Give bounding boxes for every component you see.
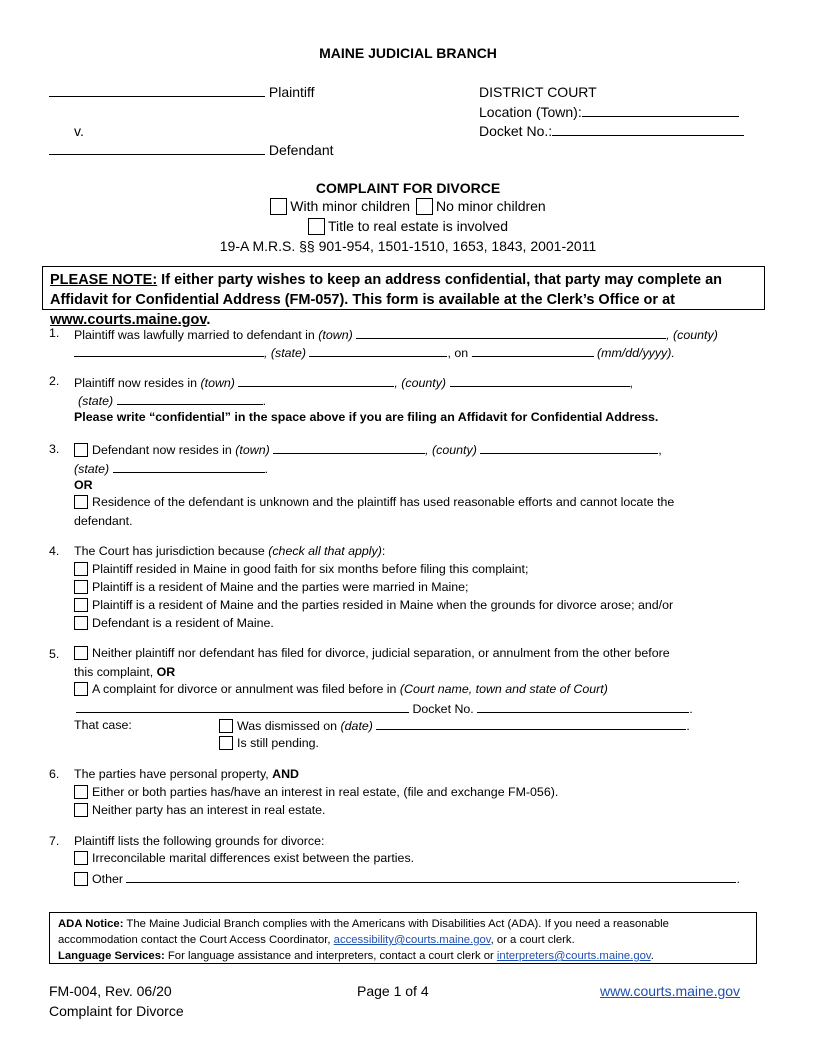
notice-link[interactable]: www.courts.maine.gov <box>50 312 207 328</box>
prior-court-field[interactable] <box>76 700 409 713</box>
dismissed-date-hint: (date) <box>340 719 373 733</box>
real-estate-checkbox[interactable] <box>308 218 325 235</box>
defendant-unknown-checkbox[interactable] <box>74 495 88 509</box>
s6-opt1-text: Either or both parties has/have an interest in real estate, (file and exchange FM-056). <box>92 785 559 799</box>
s5-opt2-text: A complaint for divorce or annulment was filed before in <box>92 682 400 696</box>
s1-line2 <box>74 344 675 360</box>
defendant-label: Defendant <box>268 142 334 158</box>
s2-comma: , <box>629 376 633 390</box>
s2-state-label: (state) <box>78 394 114 408</box>
s5-period-2: . <box>686 719 690 733</box>
marriage-state-field[interactable] <box>309 344 447 357</box>
pending-checkbox[interactable] <box>219 736 233 750</box>
s3-number: 3. <box>49 442 60 456</box>
no-real-estate-checkbox[interactable] <box>74 803 88 817</box>
s4-number: 4. <box>49 544 60 558</box>
ada-text: The Maine Judicial Branch complies with the Americans with Disabilities Act (ADA). If you need a reasonable accommodation contact the Court Access Coordinator, <box>58 918 669 946</box>
statute-reference: 19-A M.R.S. §§ 901-954, 1501-1510, 1653, 1843, 2001-2011 <box>219 238 597 254</box>
s4-lead-line <box>74 544 385 558</box>
s3-town-label: (town) <box>235 443 270 457</box>
prior-docket-field[interactable] <box>477 700 689 713</box>
dismissed-label: Was dismissed on <box>237 719 341 733</box>
children-options <box>0 198 816 215</box>
s7-opt1-line <box>74 851 414 865</box>
defendant-resides-checkbox[interactable] <box>74 443 88 457</box>
s5-opt1-line <box>74 646 670 660</box>
dismissed-line <box>219 717 690 733</box>
s5-court-line <box>76 700 693 716</box>
s1-town-label: (town) <box>318 328 353 342</box>
notice-text: If either party wishes to keep an address confidential, that party may complete an Affidavit for Confidential Address (FM-057). This form is available at the Clerk’s Office or at <box>50 272 723 308</box>
form-id: FM-004, Rev. 06/20 <box>49 983 172 999</box>
ada-label: ADA Notice: <box>58 918 124 930</box>
ada-notice-box <box>49 912 757 964</box>
jurisdiction-label-3: Plaintiff is a resident of Maine and the parties resided in Maine when the grounds for divorce arose; and/or <box>92 598 674 612</box>
s7-period: . <box>736 872 740 886</box>
s3-comma: , <box>658 443 662 457</box>
form-title: COMPLAINT FOR DIVORCE <box>315 180 501 196</box>
jurisdiction-option <box>74 616 274 630</box>
court-name: DISTRICT COURT <box>479 84 597 100</box>
s1-state-label: , (state) <box>264 346 306 360</box>
confidential-instruction: Please write “confidential” in the space above if you are filing an Affidavit for Confidential Address. <box>74 410 659 424</box>
jurisdiction-checkbox-1[interactable] <box>74 562 88 576</box>
s6-opt2-text: Neither party has an interest in real estate. <box>92 803 326 817</box>
s5-number: 5. <box>49 647 60 661</box>
s4-check-hint: (check all that apply) <box>268 544 382 558</box>
s1-date-label: (mm/dd/yyyy). <box>597 346 675 360</box>
no-minor-children-checkbox[interactable] <box>416 198 433 215</box>
s7-number: 7. <box>49 834 60 848</box>
s2-county-label: , (county) <box>394 376 447 390</box>
location-line <box>479 104 739 120</box>
footer-url-link[interactable]: www.courts.maine.gov <box>600 983 741 999</box>
s3-county-label: , (county) <box>425 443 477 457</box>
real-estate-option <box>0 218 816 235</box>
jurisdiction-label-2: Plaintiff is a resident of Maine and the parties were married in Maine; <box>92 580 469 594</box>
dismissed-date-field[interactable] <box>376 717 686 730</box>
plaintiff-state-field[interactable] <box>117 392 263 405</box>
s7-lead: Plaintiff lists the following grounds for divorce: <box>74 834 325 848</box>
pending-label: Is still pending. <box>237 736 319 750</box>
jurisdiction-label-4: Defendant is a resident of Maine. <box>92 616 274 630</box>
s5-court-hint: (Court name, town and state of Court) <box>399 682 608 696</box>
jurisdiction-checkbox-4[interactable] <box>74 616 88 630</box>
plaintiff-name-field[interactable] <box>49 84 265 97</box>
ada-notice <box>58 916 748 948</box>
s1-number: 1. <box>49 326 60 340</box>
location-label: Location (Town): <box>479 104 582 120</box>
docket-field[interactable] <box>552 123 744 136</box>
s6-lead-line <box>74 767 299 781</box>
s6-opt2-line <box>74 803 325 817</box>
jurisdiction-checkbox-2[interactable] <box>74 580 88 594</box>
s2-lead: Plaintiff now resides in <box>74 376 201 390</box>
docket-label: Docket No.: <box>479 123 553 139</box>
accessibility-email-link[interactable]: accessibility@courts.maine.gov <box>333 934 491 946</box>
s5-opt1b-text: this complaint, <box>74 665 157 679</box>
plaintiff-label: Plaintiff <box>268 84 315 100</box>
no-prior-filing-checkbox[interactable] <box>74 646 88 660</box>
s2-number: 2. <box>49 374 60 388</box>
marriage-date-field[interactable] <box>472 344 594 357</box>
defendant-county-field[interactable] <box>480 441 658 454</box>
docket-line <box>479 123 744 139</box>
page-number: Page 1 of 4 <box>357 983 429 999</box>
s1-county-label: , (county) <box>666 328 718 342</box>
language-services <box>58 948 748 964</box>
s5-opt1-cont <box>74 665 175 679</box>
form-name: Complaint for Divorce <box>49 1003 184 1019</box>
defendant-town-field[interactable] <box>273 441 425 454</box>
s1-on-label: , on <box>447 346 469 360</box>
interpreters-email-link[interactable]: interpreters@courts.maine.gov <box>496 950 651 962</box>
ada-text2: , or a court clerk. <box>490 934 575 946</box>
s3-unknown-line <box>74 495 674 509</box>
language-end: . <box>650 950 654 962</box>
marriage-town-field[interactable] <box>356 326 666 339</box>
other-grounds-checkbox[interactable] <box>74 872 88 886</box>
s2-period: . <box>262 394 267 408</box>
s1-lead: Plaintiff was lawfully married to defendant in <box>74 328 319 342</box>
no-minor-label: No minor children <box>436 198 546 214</box>
confidential-address-notice <box>42 266 765 328</box>
s5-opt1-text: Neither plaintiff nor defendant has filed for divorce, judicial separation, or annulment from the other before <box>92 646 670 660</box>
s6-and: AND <box>272 767 299 781</box>
versus-label: v. <box>74 123 84 139</box>
notice-end: . <box>206 312 211 328</box>
s3-unknown-text: Residence of the defendant is unknown and the plaintiff has used reasonable efforts and cannot locate the <box>92 495 675 509</box>
dismissed-checkbox[interactable] <box>219 719 233 733</box>
s3-state-label: (state) <box>74 462 110 476</box>
marriage-county-field[interactable] <box>74 344 264 357</box>
jurisdiction-checkbox-3[interactable] <box>74 598 88 612</box>
s4-colon: : <box>381 544 386 558</box>
s3-period: . <box>264 462 269 476</box>
s5-docket-label: Docket No. <box>412 702 474 716</box>
s2-town-label: (town) <box>200 376 235 390</box>
s5-or: OR <box>156 665 176 679</box>
jurisdiction-option <box>74 562 528 576</box>
s3-or: OR <box>74 478 93 492</box>
s6-lead: The parties have personal property, <box>74 767 273 781</box>
irreconcilable-checkbox[interactable] <box>74 851 88 865</box>
that-case-label: That case: <box>74 718 132 732</box>
plaintiff-line <box>49 84 315 100</box>
with-minor-children-checkbox[interactable] <box>270 198 287 215</box>
notice-label: PLEASE NOTE: <box>50 272 158 288</box>
defendant-state-field[interactable] <box>113 460 265 473</box>
s7-other-line <box>74 870 740 886</box>
s6-opt1-line <box>74 785 558 799</box>
defendant-name-field[interactable] <box>49 142 265 155</box>
s2-line1 <box>74 374 633 390</box>
language-text: For language assistance and interpreters, contact a court clerk or <box>164 950 497 962</box>
with-minor-label: With minor children <box>290 198 411 214</box>
branch-title: MAINE JUDICIAL BRANCH <box>319 45 497 61</box>
location-field[interactable] <box>582 104 739 117</box>
plaintiff-town-field[interactable] <box>238 374 394 387</box>
s5-period-1: . <box>689 702 693 716</box>
plaintiff-county-field[interactable] <box>450 374 630 387</box>
s3-lead: Defendant now resides in <box>92 443 236 457</box>
s6-number: 6. <box>49 767 60 781</box>
s1-line1 <box>74 326 718 342</box>
s7-opt1-text: Irreconcilable marital differences exist between the parties. <box>92 851 415 865</box>
pending-line <box>219 736 319 750</box>
jurisdiction-option <box>74 580 469 594</box>
s5-opt2-line <box>74 682 608 696</box>
jurisdiction-option <box>74 598 673 612</box>
jurisdiction-label-1: Plaintiff resided in Maine in good faith for six months before filing this complaint; <box>92 562 529 576</box>
s3-unknown-cont: defendant. <box>74 514 133 528</box>
real-estate-interest-checkbox[interactable] <box>74 785 88 799</box>
s4-lead: The Court has jurisdiction because <box>74 544 269 558</box>
s2-line2 <box>78 392 266 408</box>
language-label: Language Services: <box>58 950 165 962</box>
s3-line2 <box>74 460 268 476</box>
s7-other-label: Other <box>92 872 123 886</box>
other-grounds-field[interactable] <box>126 870 736 883</box>
s3-line1 <box>74 441 662 457</box>
real-estate-label: Title to real estate is involved <box>327 218 508 234</box>
defendant-line <box>49 142 334 158</box>
prior-filing-checkbox[interactable] <box>74 682 88 696</box>
